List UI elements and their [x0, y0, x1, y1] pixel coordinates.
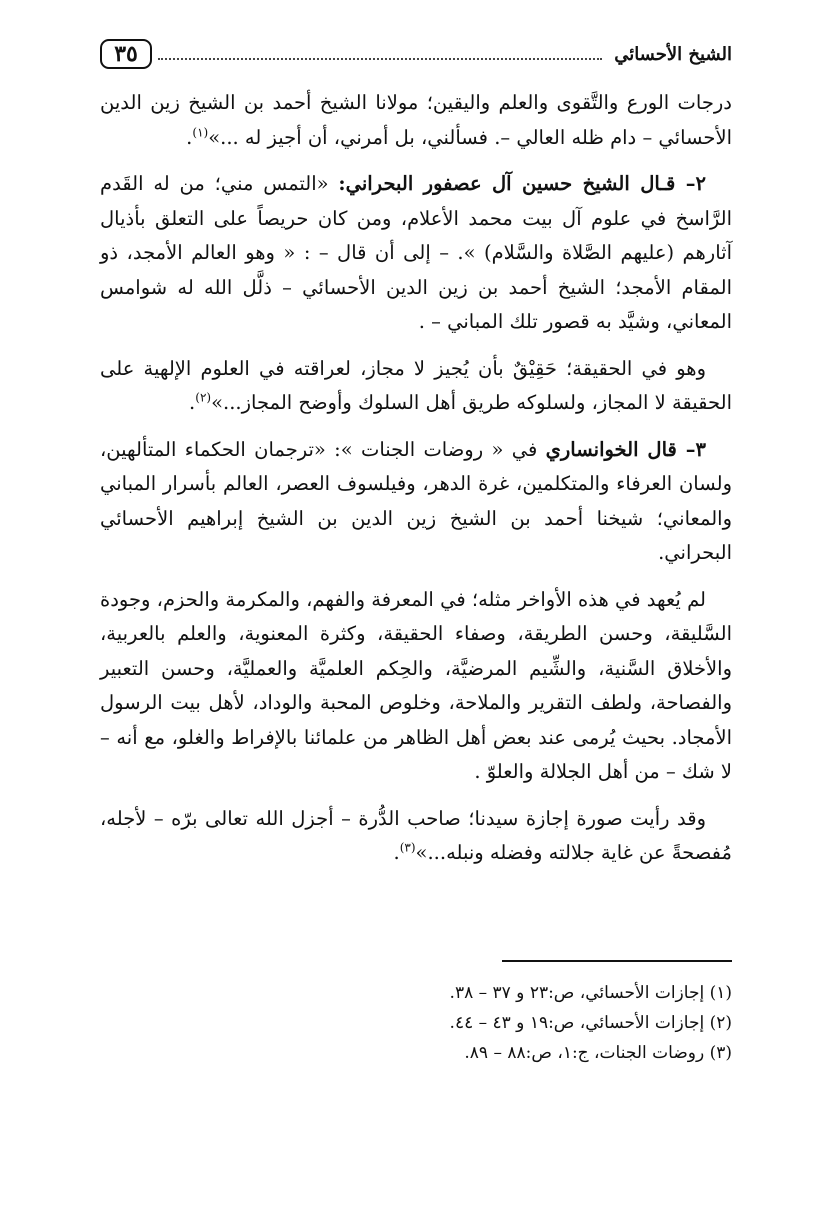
paragraph-3-text: وهو في الحقيقة؛ حَقِيْقٌ بأن يُجيز لا مجاز، لعراقته في العلوم الإلهية على الحقيقة لا المجاز، ولسلوكه طريق أهل السلوك وأوضح المجاز...»: [100, 356, 732, 414]
paragraph-4-text: في « روضات الجنات »: «ترجمان الحكماء المتألهين، ولسان العرفاء والمتكلمين، غرة الدهر، وفيلسوف العصر، العالم بأسرار المباني والمعاني؛ شيخنا أحمد بن الشيخ زين الدين بن الشيخ إبراهيم الأحسائي البحراني.: [100, 437, 732, 564]
footnote-ref-3: (٣): [399, 840, 416, 855]
footnote-separator: [502, 960, 732, 962]
paragraph-2-text: «التمس مني؛ من له القَدم الرَّاسخ في علوم آل بيت محمد الأعلام، ومن كان حريصاً على التعلق بأذيال آثارهم (عليهم الصَّلاة والسَّلام) ». – إلى أن قال – : « وهو العالم الأمجد، ذو المقام الأمجد؛ الشيخ أحمد بن زين الدين الأحسائي – ذلَّل الله له شوامس المعاني، وشيَّد به قصور تلك المباني – .: [100, 172, 732, 333]
footnote-1: (١) إجازات الأحسائي، ص:٢٣ و ٣٧ – ٣٨.: [449, 983, 732, 1003]
footnote-ref-2: (٢): [195, 390, 212, 405]
paragraph-5-text: لم يُعهد في هذه الأواخر مثله؛ في المعرفة والفهم، والمكرمة والحزم، وجودة السَّليقة، وحسن الطريقة، وصفاء الحقيقة، وكثرة المعنوية، والعلم بالعربية، والأخلاق السَّنية، والشِّيم المرضيَّة، والحِكم العلميَّة والعمليَّة، وحسن التعبير والفصاحة، ولطف التقرير والملاحة، وخلوص المحبة والوداد، لأهل بيت الرسول الأمجاد. بحيث يُرمى عند بعض أهل الظاهر من علمائنا بالإفراط والغلو، مع أنه – لا شك – من أهل الجلالة والعلوّ .: [100, 587, 732, 783]
paragraph-1: [100, 86, 732, 155]
footnotes: [172, 978, 732, 1068]
paragraph-1-end: .: [186, 125, 193, 149]
paragraph-6-end: .: [393, 841, 400, 864]
paragraph-4-lead: ٣– قال الخوانساري: [545, 437, 706, 461]
paragraph-3: [100, 352, 732, 421]
footnote-3: (٣) روضات الجنات، ج:١، ص:٨٨ – ٨٩.: [464, 1043, 732, 1063]
footnote-ref-1: (١): [192, 125, 209, 139]
paragraph-6: [100, 802, 732, 871]
paragraph-6-text: وقد رأيت صورة إجازة سيدنا؛ صاحب الدُّرة – أجزل الله تعالى برّه – لأجله، مُفصحةً عن غاية جلالته وفضله ونبله...»: [100, 806, 732, 864]
paragraph-4: [100, 433, 732, 571]
paragraph-1-text: درجات الورع والتَّقوى والعلم واليقين؛ مولانا الشيخ أحمد بن الشيخ زين الدين الأحسائي – دام ظله العالي –. فسألني، بل أمرني، أن أجيز له ...»: [100, 91, 732, 149]
paragraph-2: [100, 167, 732, 340]
main-text: [100, 86, 732, 883]
page-header: [100, 34, 732, 74]
paragraph-2-lead: ٢– قـال الشيخ حسين آل عصفور البحراني:: [338, 172, 706, 195]
page-number-badge: ٣٥: [100, 39, 152, 69]
footnote-2: (٢) إجازات الأحسائي، ص:١٩ و ٤٣ – ٤٤.: [449, 1013, 732, 1033]
running-title: الشيخ الأحسائي: [614, 43, 732, 65]
paragraph-5: [100, 583, 732, 790]
paragraph-3-end: .: [189, 391, 196, 414]
header-dotted-leader: [158, 58, 602, 60]
